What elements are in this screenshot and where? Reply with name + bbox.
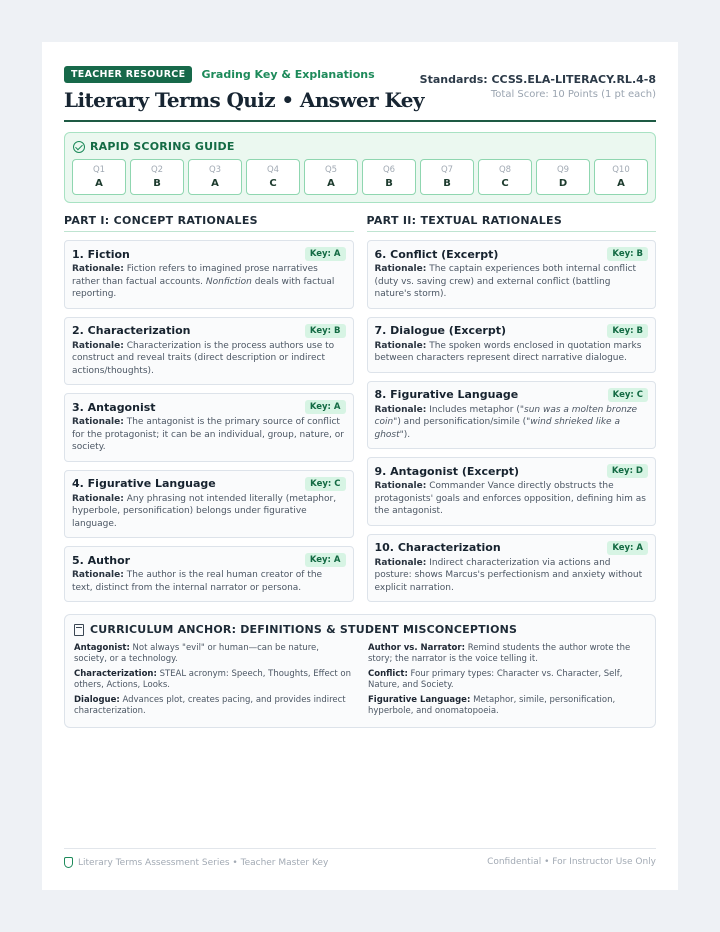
question-number: Q8 [498,165,512,175]
answer-grid [72,159,648,195]
rationale-card [367,457,657,526]
rationale-body: Indirect characterization via actions and posture: shows Marcus's perfectionism and anxiety without explicit narration. [374,557,643,593]
rationale-body: The spoken words enclosed in quotation marks between characters represent direct narrative dialogue. [374,340,642,363]
answer-key-badge: Key: C [305,477,345,491]
rationale-text [375,480,649,518]
header-meta [420,73,656,100]
rationale-label: Rationale: [374,340,427,351]
rationale-emphasis: Nonfiction [205,276,252,287]
rationale-text [72,340,346,378]
rationale-text [72,263,346,301]
rationale-card [367,240,657,309]
definition-item [368,643,646,665]
question-number: Q1 [92,165,106,175]
answer-letter: B [385,178,393,189]
answer-cell [362,159,416,195]
rationale-body: Commander Vance directly obstructs the protagonists' goals and enforces opposition, defining him as the antagonist. [374,481,646,516]
card-header [375,388,649,402]
rationale-card [367,381,657,450]
rationale-card [64,470,354,539]
card-title: 7. Dialogue (Excerpt) [374,324,507,337]
answer-key-badge: Key: B [607,247,648,261]
card-title: 6. Conflict (Excerpt) [374,247,499,261]
definition-text: Advances plot, creates pacing, and provides indirect characterization. [74,695,346,716]
rationale-body: Includes metaphor ( [429,404,520,415]
answer-letter: B [443,178,451,189]
answer-cell [420,159,474,195]
rationale-text [375,404,649,442]
rationale-label: Rationale: [72,570,124,580]
question-number: Q2 [150,165,164,175]
page-footer [64,848,656,868]
rationale-body: Fiction refers to imagined prose narratives rather than factual accounts. [72,264,318,287]
rationale-card [367,317,657,373]
rationale-card [367,534,657,603]
rationale-body-cont: ) and personification/simile ( [397,417,527,427]
definition-item [74,695,352,717]
rationale-body: Any phrasing not intended literally (metaphor, hyperbole, personification) belongs under figurative language. [72,493,337,529]
scoring-guide-title: RAPID SCORING GUIDE [90,140,235,153]
teacher-resource-badge: TEACHER RESOURCE [64,66,192,83]
card-header [72,247,346,261]
rationale-quote: "sun was a molten bronze coin" [374,404,638,427]
rationale-text [375,557,649,595]
card-header [72,324,346,338]
definition-item [368,695,646,717]
card-header [72,400,346,414]
definition-term: Figurative Language: [368,695,471,705]
rationale-body: The author is the real human creator of the text, distinct from the internal narrator or persona. [72,570,323,593]
question-number: Q7 [440,165,454,175]
footer-series-label: Literary Terms Assessment Series • Teacher Master Key [78,857,329,868]
answer-letter: C [269,178,277,189]
part-2-title: PART II: TEXTUAL RATIONALES [367,214,657,232]
answer-cell [594,159,648,195]
rationale-text [72,569,346,594]
question-number: Q9 [556,165,570,175]
book-icon [74,624,84,636]
answer-cell [130,159,184,195]
footer-confidential-label: Confidential • For Instructor Use Only [487,857,656,867]
card-title: 3. Antagonist [72,400,156,414]
answer-key-page [42,42,678,890]
answer-cell [478,159,532,195]
answer-letter: C [501,178,509,189]
part-1-column [64,214,354,602]
question-number: Q4 [266,165,280,175]
answer-letter: A [95,178,103,189]
answer-key-badge: Key: A [305,400,346,414]
question-number: Q3 [208,165,222,175]
rationale-text [375,263,649,301]
answer-cell [72,159,126,195]
definition-text: Four primary types: Character vs. Character, Self, Nature, and Society. [368,669,623,690]
answer-cell [246,159,300,195]
definition-item [368,669,646,691]
definitions-grid [74,643,646,717]
card-header [72,553,346,567]
rationale-body: Characterization is the process authors use to construct and reveal traits (direct description or indirect actions/thoughts). [72,340,335,376]
anchor-title: CURRICULUM ANCHOR: DEFINITIONS & STUDENT MISCONCEPTIONS [90,623,518,636]
answer-key-badge: Key: A [305,553,346,567]
rationale-card [64,240,354,309]
answer-letter: B [153,178,161,189]
answer-key-badge: Key: D [607,464,648,478]
curriculum-anchor [64,614,656,728]
total-score-label: Total Score: 10 Points (1 pt each) [490,89,656,100]
answer-cell [304,159,358,195]
card-title: 8. Figurative Language [374,388,519,401]
card-title: 1. Fiction [72,247,130,261]
card-header [375,541,649,555]
part-2-column [367,214,657,602]
card-title: 2. Characterization [72,324,191,337]
card-title: 9. Antagonist (Excerpt) [374,464,520,478]
answer-cell [536,159,590,195]
answer-key-badge: Key: B [607,324,648,338]
answer-key-badge: Key: C [608,388,648,402]
rationale-label: Rationale: [72,264,124,274]
rationale-label: Rationale: [72,493,124,504]
header-divider [64,120,656,122]
answer-letter: A [617,178,625,189]
definition-term: Dialogue: [74,695,120,705]
standards-label: Standards: CCSS.ELA-LITERACY.RL.4-8 [419,73,656,86]
question-number: Q6 [382,165,396,175]
rationale-text [375,340,649,365]
answer-key-badge: Key: B [305,324,346,338]
rationale-body-cont: deals with factual reporting. [72,276,335,299]
card-header [375,324,649,338]
rationale-body: The antagonist is the primary source of conflict for the protagonist; it can be an individual, group, nature, or society. [72,417,344,452]
card-title: 4. Figurative Language [72,477,216,490]
card-header [72,477,346,491]
rationale-card [64,393,354,462]
answer-letter: D [558,178,568,189]
rationale-text [72,493,346,531]
definition-text: STEAL acronym: Speech, Thoughts, Effect on others, Actions, Looks. [74,669,352,690]
definition-text: Remind students the author wrote the story; the narrator is the voice telling it. [368,643,631,664]
question-number: Q5 [324,165,338,175]
answer-cell [188,159,242,195]
definition-item [74,669,352,691]
answer-letter: A [211,178,219,189]
definition-term: Conflict: [368,669,408,679]
rationale-text [72,416,346,454]
rationale-body-end: ). [403,429,411,440]
card-title: 10. Characterization [374,541,501,554]
card-header [375,247,649,261]
answer-letter: A [327,178,335,189]
answer-key-badge: Key: A [607,541,648,555]
answer-key-badge: Key: A [305,247,346,261]
page-header [64,64,656,120]
definition-term: Author vs. Narrator: [368,643,465,653]
card-title: 5. Author [72,553,131,567]
card-header [375,464,649,478]
rationale-label: Rationale: [72,340,124,351]
rationale-label: Rationale: [374,404,427,415]
rationale-body: The captain experiences both internal conflict (duty vs. saving crew) and external conflict (battling nature's storm). [374,264,637,299]
rationale-card [64,546,354,602]
rationale-label: Rationale: [374,481,427,491]
page-title: Literary Terms Quiz • Answer Key [64,88,424,112]
definition-text: Metaphor, simile, personification, hyperbole, and onomatopoeia. [368,695,616,716]
rationale-label: Rationale: [374,264,427,274]
shield-check-icon [64,857,73,868]
rationale-quote: "wind shrieked like a ghost" [374,417,620,440]
definition-term: Characterization: [74,669,157,679]
part-1-title: PART I: CONCEPT RATIONALES [64,214,354,232]
definition-text: Not always "evil" or human—can be nature, society, or a technology. [74,643,319,664]
question-number: Q10 [612,165,630,175]
check-circle-icon [73,141,85,153]
header-subtitle: Grading Key & Explanations [201,68,375,81]
rationale-label: Rationale: [72,417,124,427]
rationale-card [64,317,354,386]
definition-term: Antagonist: [74,643,130,653]
rapid-scoring-guide [64,132,656,203]
definition-item [74,643,352,665]
rationale-label: Rationale: [374,557,427,568]
